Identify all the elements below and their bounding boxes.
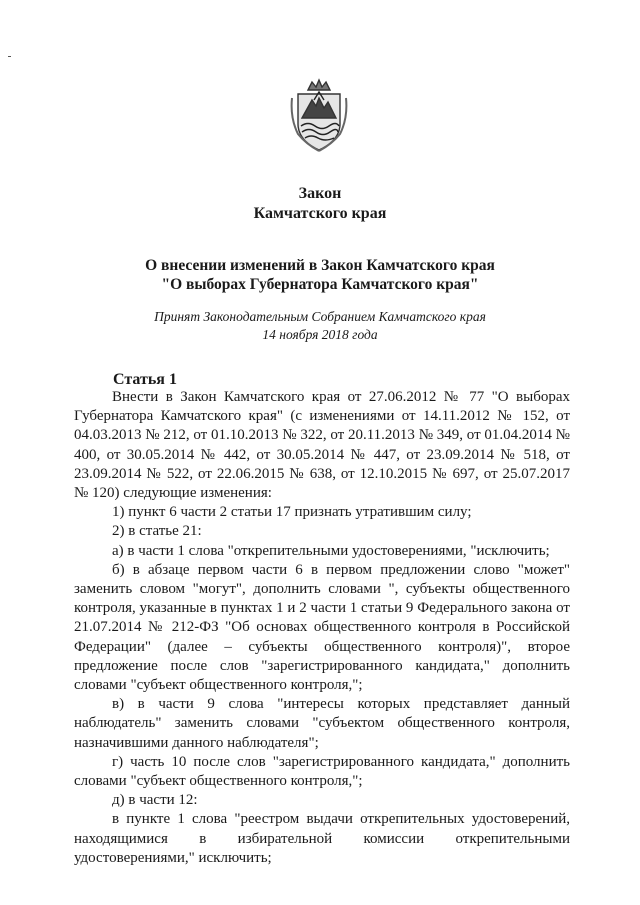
item-2g: г) часть 10 после слов "зарегистрированного кандидата," дополнить словами "субъект общественного контроля,";: [74, 753, 570, 790]
article-body: [74, 388, 570, 868]
article-heading: Статья 1: [113, 371, 177, 388]
margin-mark: [8, 56, 11, 57]
adoption-note: Принят Законодательным Собранием Камчатского края: [154, 309, 486, 324]
region-title: Камчатского края: [253, 205, 387, 222]
law-subtitle-line2: "О выборах Губернатора Камчатского края": [161, 276, 479, 293]
item-1: 1) пункт 6 части 2 статьи 17 признать утратившим силу;: [112, 504, 472, 521]
item-2: 2) в статье 21:: [112, 523, 202, 540]
law-subtitle-line1: О внесении изменений в Закон Камчатского края: [145, 257, 495, 274]
coat-of-arms-emblem: [288, 78, 350, 152]
item-2v: в) в части 9 слова "интересы которых представляет данный наблюдатель" заменить словами "субъектом общественного контроля, назначившими данного наблюдателя";: [74, 696, 570, 751]
item-2d: д) в части 12:: [112, 792, 198, 809]
item-2d-1: в пункте 1 слова "реестром выдачи открепительных удостоверений, находящимися в избирательной комиссии открепительными удостоверениями," исключить;: [74, 811, 570, 866]
intro-paragraph: Внести в Закон Камчатского края от 27.06.2012 № 77 "О выборах Губернатора Камчатского края" (с изменениями от 14.11.2012 № 152, от 04.03.2013 № 212, от 01.10.2013 № 322, от 20.11.2013 № 349, от 01.04.2014 № 400, от 30.05.2014 № 442, от 30.05.2014 № 447, от 23.09.2014 № 518, от 23.09.2014 № 522, от 22.06.2015 № 638, от 12.10.2015 № 697, от 25.07.2017 № 120) следующие изменения:: [74, 389, 570, 502]
item-2a: а) в части 1 слова "открепительными удостоверениями, "исключить;: [112, 542, 550, 559]
law-title: Закон: [298, 185, 342, 202]
item-2b: б) в абзаце первом части 6 в первом предложении слово "может" заменить словом "могут", дополнить словами ", субъекты общественного контроля, указанные в пунктах 1 и 2 части 1 статьи 9 Федерального закона от 21.07.2014 № 212-ФЗ "Об основах общественного контроля в Российской Федерации" (далее – субъекты общественного контроля)", второе предложение после слов "зарегистрированного кандидата," дополнить словами "субъект общественного контроля,";: [74, 561, 570, 694]
adoption-date: 14 ноября 2018 года: [262, 327, 378, 342]
